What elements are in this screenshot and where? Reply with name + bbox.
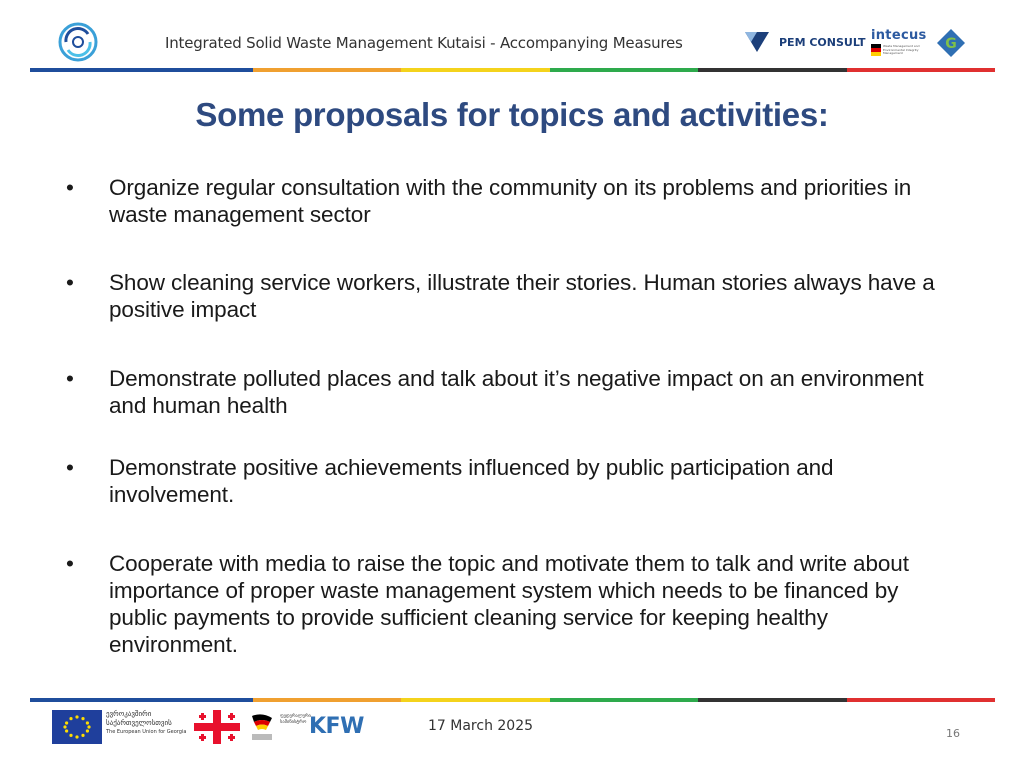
bullet-text: Organize regular consultation with the community on its problems and priorities in waste management sector — [109, 175, 912, 227]
color-segment — [104, 68, 178, 72]
pem-consult-label: PEM CONSULT — [779, 36, 866, 49]
georgia-flag-icon — [194, 710, 240, 744]
bullet-text: Cooperate with media to raise the topic and motivate them to talk and write about importance of proper waste management system which needs to be financed by public payments to provide sufficient cleaning service for keeping healthy environment. — [109, 551, 909, 657]
color-segment — [253, 698, 327, 702]
eu-caption-line: ევროკავშირი — [106, 710, 152, 718]
bullet-text: Demonstrate positive achievements influenced by public participation and involvement. — [109, 455, 834, 507]
german-flag-icon — [871, 44, 881, 56]
header-color-bar — [30, 68, 995, 72]
color-segment — [401, 698, 475, 702]
footer-logos — [52, 708, 372, 748]
color-segment — [475, 698, 549, 702]
color-segment — [847, 698, 921, 702]
intecus-logo — [871, 28, 929, 58]
color-segment — [698, 698, 772, 702]
color-segment — [921, 68, 995, 72]
circular-swirl-logo-icon — [58, 22, 98, 62]
color-segment — [327, 698, 401, 702]
kfw-logo: KFW — [309, 714, 364, 739]
color-segment — [698, 68, 772, 72]
color-segment — [253, 68, 327, 72]
color-segment — [178, 68, 252, 72]
color-segment — [624, 698, 698, 702]
bullet-symbol: • — [66, 551, 74, 576]
intecus-subtitle: Waste Management and Environmental Integrity Management — [883, 44, 920, 56]
color-segment — [847, 68, 921, 72]
color-segment — [327, 68, 401, 72]
eu-caption-line: საქართველოსთვის — [106, 719, 172, 727]
header-title: Integrated Solid Waste Management Kutaisi - Accompanying Measures — [165, 34, 683, 52]
color-segment — [30, 68, 104, 72]
footer-color-bar — [30, 698, 995, 702]
color-segment — [475, 68, 549, 72]
color-segment — [772, 698, 846, 702]
eu-caption-line: The European Union for Georgia — [106, 729, 187, 735]
slide-title: Some proposals for topics and activities: — [195, 96, 829, 133]
eu-flag-icon — [52, 710, 102, 744]
footer-date: 17 March 2025 — [428, 718, 534, 734]
svg-text:G: G — [945, 36, 957, 52]
bullet-symbol: • — [66, 175, 74, 200]
bullet-symbol: • — [66, 270, 74, 295]
color-segment — [30, 698, 104, 702]
pem-arrow-icon — [745, 30, 769, 54]
german-ministry-caption: ფედერალური სამინისტრო — [280, 714, 311, 725]
color-segment — [624, 68, 698, 72]
pem-consult-logo — [745, 30, 866, 56]
bullet-symbol: • — [66, 455, 74, 480]
slide-header — [0, 0, 1024, 72]
bullet-text: Demonstrate polluted places and talk about it’s negative impact on an environment and human health — [109, 366, 924, 418]
eu-caption — [106, 710, 196, 737]
color-segment — [550, 68, 624, 72]
kg-logo-icon — [935, 28, 967, 58]
bullet-symbol: • — [66, 366, 74, 391]
intecus-label: intecus — [871, 28, 927, 43]
partner-logos — [745, 26, 985, 60]
color-segment — [772, 68, 846, 72]
bullet-text: Show cleaning service workers, illustrate their stories. Human stories always have a positive impact — [109, 270, 935, 322]
color-segment — [550, 698, 624, 702]
color-segment — [104, 698, 178, 702]
color-segment — [401, 68, 475, 72]
page-number: 16 — [946, 727, 960, 740]
color-segment — [178, 698, 252, 702]
color-segment — [921, 698, 995, 702]
